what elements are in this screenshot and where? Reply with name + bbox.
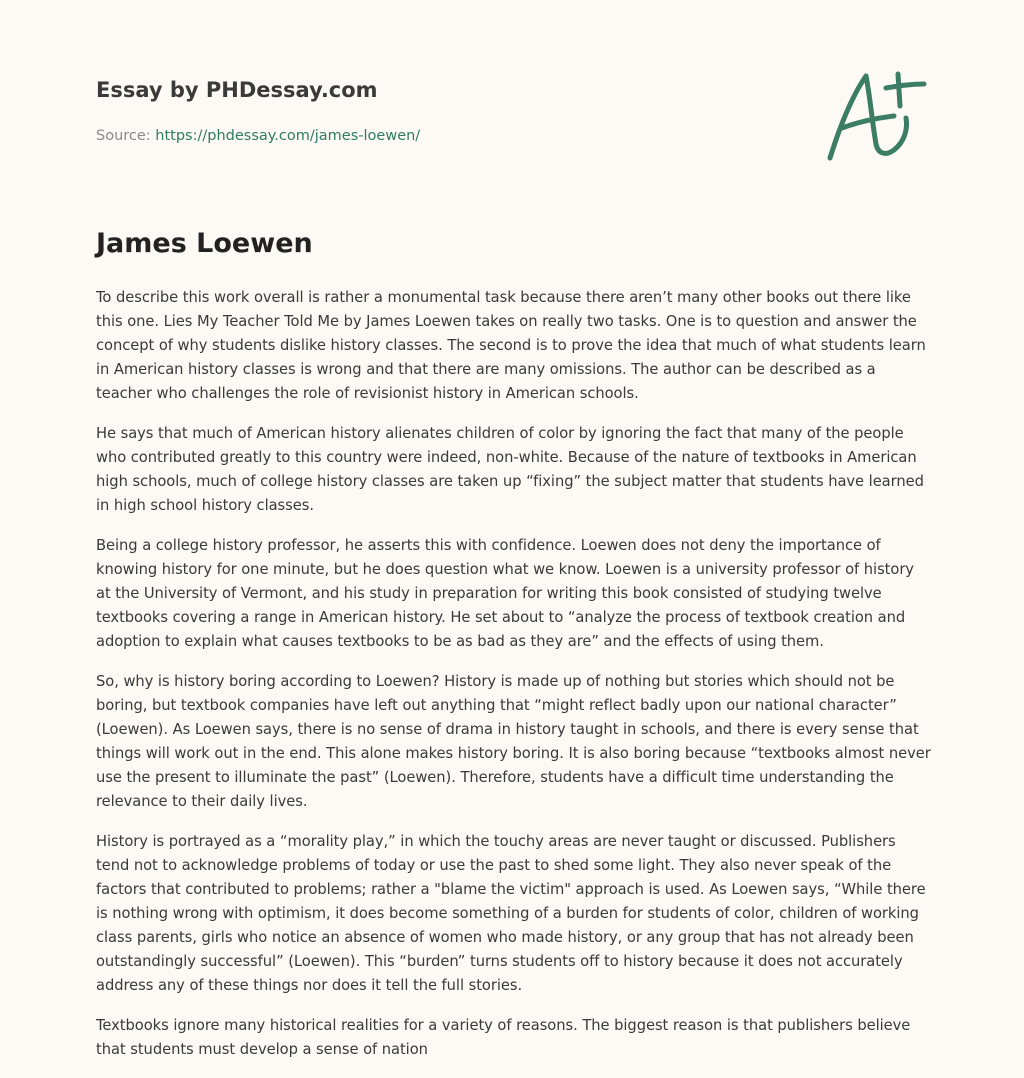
essay-title: James Loewen bbox=[96, 228, 313, 259]
site-title: Essay by PHDessay.com bbox=[96, 78, 378, 102]
essay-body bbox=[96, 286, 932, 1078]
paragraph: To describe this work overall is rather a monumental task because there aren’t many other books out there like this one. Lies My Teacher Told Me by James Loewen takes on really two tasks. One is to question and answer the concept of why students dislike history classes. The second is to prove the idea that much of what students learn in American history classes is wrong and that there are many omissions. The author can be described as a teacher who challenges the role of revisionist history in American schools. bbox=[96, 289, 926, 402]
paragraph: He says that much of American history alienates children of color by ignoring the fact that many of the people who contributed greatly to this country were indeed, non-white. Because of the nature of textbooks in American high schools, much of college history classes are taken up “fixing” the subject matter that students have learned in high school history classes. bbox=[96, 425, 924, 514]
a-plus-logo-icon bbox=[820, 66, 930, 166]
paragraph: Being a college history professor, he asserts this with confidence. Loewen does not deny the importance of knowing history for one minute, but he does question what we know. Loewen is a university professor of history at the University of Vermont, and his study in preparation for writing this book consisted of studying twelve textbooks covering a range in American history. He set about to “analyze the process of textbook creation and adoption to explain what causes textbooks to be as bad as they are” and the effects of using them. bbox=[96, 537, 914, 650]
source-link[interactable]: https://phdessay.com/james-loewen/ bbox=[155, 128, 421, 144]
source-label: Source: bbox=[96, 128, 151, 144]
paragraph: So, why is history boring according to Loewen? History is made up of nothing but stories which should not be boring, but textbook companies have left out anything that “might reflect badly upon our national character” (Loewen). As Loewen says, there is no sense of drama in history taught in schools, and there is every sense that things will work out in the end. This alone makes history boring. It is also boring because “textbooks almost never use the present to illuminate the past” (Loewen). Therefore, students have a difficult time understanding the relevance to their daily lives. bbox=[96, 673, 931, 810]
source-line bbox=[96, 126, 796, 146]
essay-header bbox=[96, 76, 796, 146]
paragraph: Textbooks ignore many historical realities for a variety of reasons. The biggest reason is that publishers believe that students must develop a sense of nation bbox=[96, 1017, 911, 1058]
paragraph: History is portrayed as a “morality play,” in which the touchy areas are never taught or discussed. Publishers tend not to acknowledge problems of today or use the past to shed some light. They also never speak of the factors that contributed to problems; rather a "blame the victim" approach is used. As Loewen says, “While there is nothing wrong with optimism, it does become something of a burden for students of color, children of working class parents, girls who notice an absence of women who made history, or any group that has not already been outstandingly successful” (Loewen). This “burden” turns students off to history because it does not accurately address any of these things nor does it tell the full stories. bbox=[96, 833, 926, 994]
